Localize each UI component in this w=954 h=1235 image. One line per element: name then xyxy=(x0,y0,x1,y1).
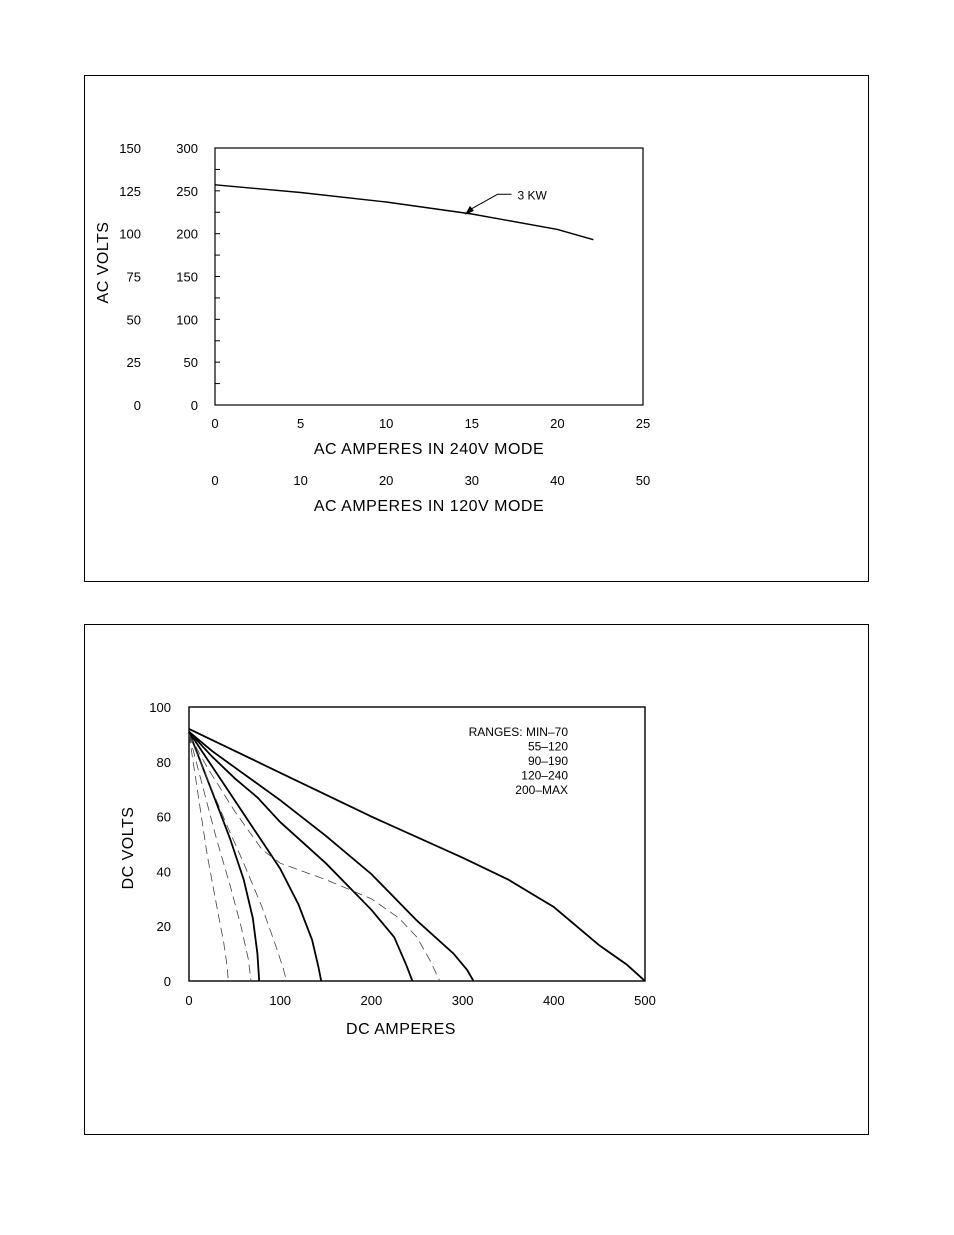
x-tick-label: 300 xyxy=(451,993,474,1008)
series-line-solid xyxy=(189,729,645,981)
y-axis-title: DC VOLTS xyxy=(120,806,137,890)
y-tick-label-secondary: 100 xyxy=(119,226,141,242)
y-tick-label: 150 xyxy=(176,269,198,285)
x-tick-label: 15 xyxy=(464,416,480,431)
x-tick-label: 10 xyxy=(378,416,394,431)
x-tick-label: 500 xyxy=(634,993,656,1008)
x-tick-label: 20 xyxy=(550,416,565,431)
y-tick-label-secondary: 50 xyxy=(126,312,141,328)
annotation-label: 3 KW xyxy=(517,188,547,203)
x-axis-title-secondary: AC AMPERES IN 120V MODE xyxy=(313,498,545,515)
x-tick-label-secondary: 10 xyxy=(293,473,308,488)
y-tick-label-secondary: 75 xyxy=(126,269,141,285)
y-tick-label-secondary: 125 xyxy=(119,183,141,199)
x-tick-label-secondary: 40 xyxy=(550,473,565,488)
y-tick-label: 20 xyxy=(156,919,171,935)
series-line-solid xyxy=(189,732,321,981)
x-tick-label: 200 xyxy=(360,993,383,1008)
y-tick-label-secondary: 25 xyxy=(126,355,141,371)
y-tick-label-secondary: 150 xyxy=(119,141,141,156)
x-tick-label: 5 xyxy=(296,416,305,431)
ranges-legend-line: 200–MAX xyxy=(515,783,568,797)
x-tick-label-secondary: 20 xyxy=(378,473,394,488)
y-tick-label: 100 xyxy=(149,700,171,715)
ranges-legend-line: 90–190 xyxy=(527,754,568,768)
dc-chart-panel xyxy=(84,624,869,1135)
x-tick-label-secondary: 30 xyxy=(464,473,480,488)
y-tick-label-secondary: 0 xyxy=(133,398,141,413)
y-tick-label: 50 xyxy=(183,355,198,371)
dc-volts-chart xyxy=(85,625,870,1136)
y-axis-title: AC VOLTS xyxy=(95,221,112,304)
series-line-solid xyxy=(189,732,474,981)
x-tick-label-secondary: 0 xyxy=(211,473,219,488)
x-axis-title: DC AMPERES xyxy=(346,1021,456,1038)
y-tick-label: 0 xyxy=(190,398,198,413)
y-tick-label: 250 xyxy=(176,183,198,199)
series-line-solid xyxy=(189,732,412,981)
annotation-leader xyxy=(468,194,498,211)
x-tick-label: 0 xyxy=(185,993,193,1008)
y-tick-label: 300 xyxy=(176,141,198,156)
y-tick-label: 200 xyxy=(176,226,198,242)
ranges-legend-line: RANGES: MIN–70 xyxy=(468,725,568,739)
ac-volts-chart xyxy=(85,76,870,583)
ranges-legend-line: 120–240 xyxy=(521,768,568,783)
x-tick-label-secondary: 50 xyxy=(635,473,651,488)
x-tick-label: 25 xyxy=(635,416,651,431)
y-tick-label: 40 xyxy=(156,864,171,880)
ac-chart-panel xyxy=(84,75,869,582)
y-tick-label: 0 xyxy=(163,974,171,989)
x-tick-label: 100 xyxy=(269,993,292,1008)
plot-frame xyxy=(215,148,643,405)
x-tick-label: 0 xyxy=(211,416,219,431)
x-axis-title: AC AMPERES IN 240V MODE xyxy=(313,441,545,458)
x-tick-label: 400 xyxy=(542,993,565,1008)
y-tick-label: 60 xyxy=(156,809,171,825)
y-tick-label: 100 xyxy=(176,312,198,328)
ranges-legend-line: 55–120 xyxy=(527,739,568,754)
y-tick-label: 80 xyxy=(156,754,171,770)
plot-frame xyxy=(189,707,645,981)
